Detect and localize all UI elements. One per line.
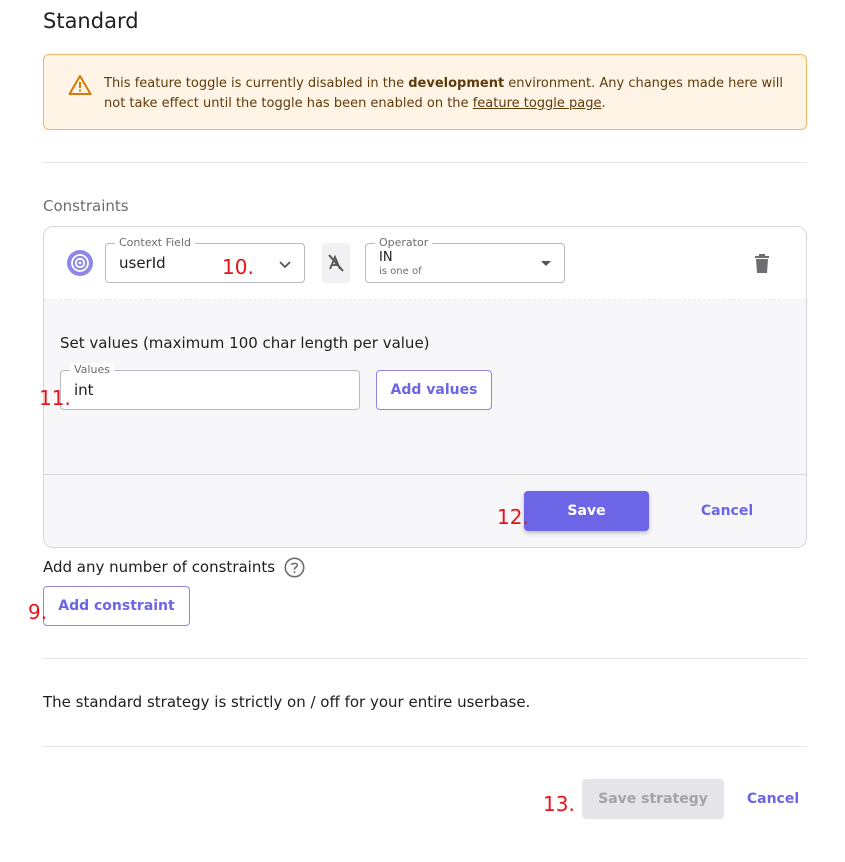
page-title: Standard (43, 9, 139, 33)
constraint-icon (66, 249, 94, 277)
save-strategy-button[interactable]: Save strategy (582, 779, 724, 819)
marker-12: 12. (497, 505, 529, 529)
case-sensitivity-toggle[interactable] (322, 243, 350, 283)
context-field-select[interactable] (105, 236, 305, 283)
values-label: Values (70, 363, 114, 377)
values-field[interactable] (60, 363, 360, 410)
context-field-value: userId (119, 254, 166, 272)
constraint-header (44, 227, 806, 300)
dropdown-arrow-icon (541, 261, 551, 266)
marker-13: 13. (543, 792, 575, 816)
marker-10: 10. (222, 255, 254, 279)
help-icon[interactable] (284, 557, 305, 578)
marker-9: 9. (28, 600, 48, 624)
context-field-label: Context Field (115, 236, 195, 250)
alert-message (104, 74, 794, 114)
save-constraint-button[interactable]: Save (524, 491, 649, 531)
strategy-description: The standard strategy is strictly on / off for your entire userbase. (43, 693, 531, 711)
divider (43, 746, 807, 747)
operator-select[interactable] (365, 236, 565, 283)
marker-11: 11. (39, 386, 71, 410)
alert-environment: development (408, 76, 505, 91)
cancel-strategy-button[interactable]: Cancel (733, 779, 813, 819)
values-input[interactable] (74, 381, 344, 399)
operator-description: is one of (379, 266, 422, 277)
constraint-card (43, 226, 807, 548)
alert-text-after: . (601, 96, 606, 111)
alert-text-middle: environment. Any changes made here will not take effect until the toggle has been enabled on the (104, 76, 783, 111)
divider (43, 162, 807, 163)
trash-icon[interactable] (753, 254, 771, 274)
add-constraints-hint: Add any number of constraints (43, 558, 276, 576)
set-values-label: Set values (maximum 100 char length per value) (60, 334, 430, 352)
operator-label: Operator (375, 236, 432, 250)
constraint-actions (44, 474, 806, 547)
disabled-env-alert (43, 54, 807, 130)
add-values-button[interactable]: Add values (376, 370, 492, 410)
feature-toggle-page-link[interactable]: feature toggle page (472, 96, 602, 111)
warning-icon (68, 74, 92, 96)
divider (43, 658, 807, 659)
cancel-constraint-button[interactable]: Cancel (684, 491, 770, 531)
alert-text-before: This feature toggle is currently disabled in the (104, 76, 409, 91)
case-insensitive-icon (326, 252, 346, 274)
operator-name: IN (379, 250, 393, 265)
constraint-values-section (44, 300, 806, 474)
constraints-label: Constraints (43, 197, 129, 215)
chevron-down-icon (278, 257, 292, 271)
add-constraint-button[interactable]: Add constraint (43, 586, 190, 626)
